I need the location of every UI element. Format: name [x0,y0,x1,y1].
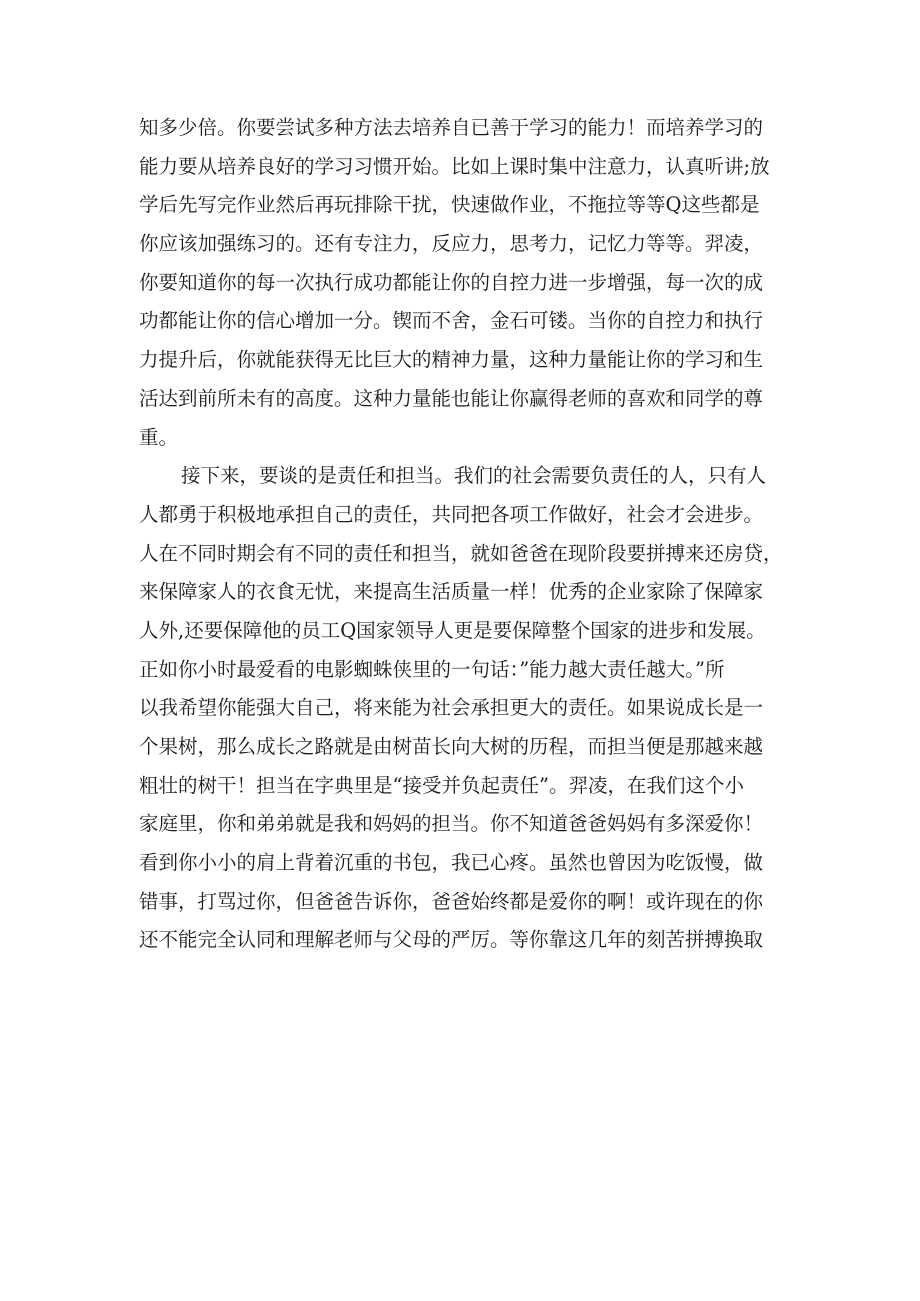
text-line: 粗壮的树干！担当在字典里是“接受并负起责任”。羿凌，在我们这个小 [139,773,744,797]
text-line: 来保障家人的衣食无忧，来提高生活质量一样！优秀的企业家除了保障家 [139,580,764,604]
text-line: 看到你小小的肩上背着沉重的书包，我已心疼。虽然也曾因为吃饭慢，做 [139,851,764,875]
paragraph-responsibility [139,457,799,960]
text-line: 正如你小时最爱看的电影蜘蛛侠里的一句话：”能力越大责任越大。”所 [139,657,725,681]
text-line: 人外,还要保障他的员工Q国家领导人更是要保障整个国家的进步和发展。 [139,618,766,642]
text-line: 家庭里，你和弟弟就是我和妈妈的担当。你不知道爸爸妈妈有多深爱你！ [139,812,764,836]
text-line: 重。 [139,425,179,449]
text-line: 接下来，要谈的是责任和担当。我们的社会需要负责任的人，只有人 [181,464,767,488]
text-line: 能力要从培养良好的学习习惯开始。比如上课时集中注意力，认真听讲;放 [139,154,770,178]
text-line: 人在不同时期会有不同的责任和担当，就如爸爸在现阶段要拼搏来还房贷， [139,541,783,565]
text-line: 活达到前所未有的高度。这种力量能也能让你赢得老师的喜欢和同学的尊 [139,386,764,410]
text-line: 学后先写完作业然后再玩排除干扰，快速做作业，不拖拉等等Q这些都是 [139,193,760,217]
text-line: 知多少倍。你要尝试多种方法去培养自已善于学习的能力！而培养学习的 [139,116,764,139]
text-line: 力提升后，你就能获得无比巨大的精神力量，这种力量能让你的学习和生 [139,348,764,372]
text-line: 还不能完全认同和理解老师与父母的严厉。等你靠这几年的刻苦拼搏换取 [139,928,764,952]
text-line: 人都勇于积极地承担自己的责任，共同把各项工作做好，社会才会进步。 [139,502,764,526]
document-body [139,109,799,960]
text-line: 功都能让你的信心增加一分。锲而不舍，金石可镂。当你的自控力和执行 [139,309,764,333]
paragraph-self-control [139,109,799,457]
text-line: 你应该加强练习的。还有专注力，反应力，思考力，记忆力等等。羿凌， [139,232,764,256]
text-line: 你要知道你的每一次执行成功都能让你的自控力进一步增强，每一次的成 [139,270,764,294]
text-line: 以我希望你能强大自己，将来能为社会承担更大的责任。如果说成长是一 [139,696,764,720]
text-line: 错事，打骂过你，但爸爸告诉你，爸爸始终都是爱你的啊！或许现在的你 [139,889,764,913]
text-line: 个果树，那么成长之路就是由树苗长向大树的历程，而担当便是那越来越 [139,735,764,758]
